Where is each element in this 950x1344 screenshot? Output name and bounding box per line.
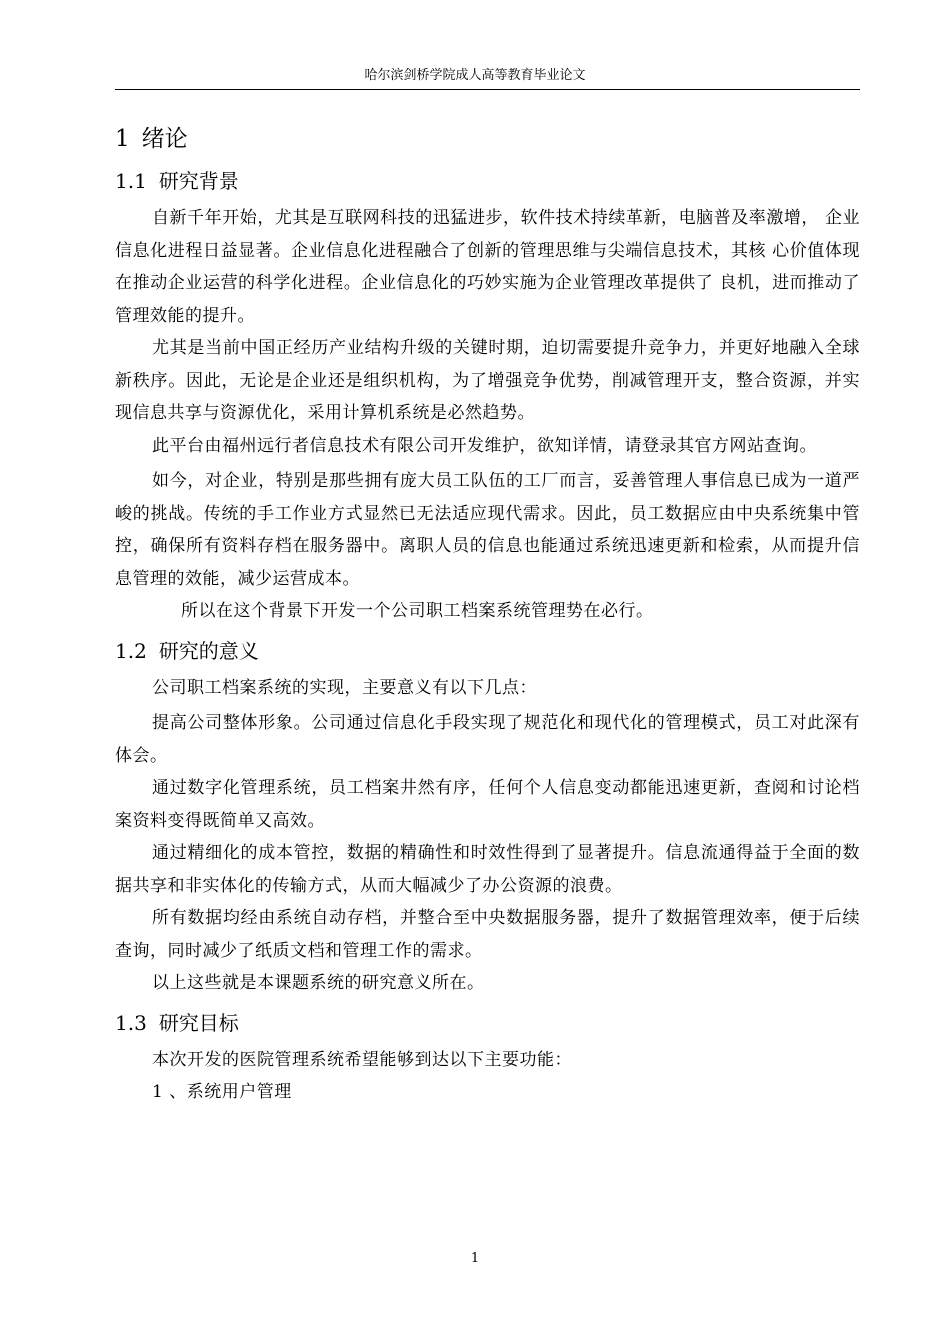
paragraph: 自新千年开始，尤其是互联网科技的迅猛进步，软件技术持续革新，电脑普及率激增， 企业信息化进程日益显著。企业信息化进程融合了创新的管理思维与尖端信息技术，其核 心价值体现在推动企业运营的科学化进程。企业信息化的巧妙实施为企业管理改革提供了 良机，进而推动了管理效能的提升。 xyxy=(115,208,860,326)
chapter-heading xyxy=(115,122,860,156)
paragraph: 通过数字化管理系统，员工档案井然有序，任何个人信息变动都能迅速更新，查阅和讨论档案资料变得既简单又高效。 xyxy=(115,778,860,831)
chapter-number: 1 xyxy=(115,126,130,152)
page-body xyxy=(115,122,860,1109)
running-header: 哈尔滨剑桥学院成人高等教育毕业论文 xyxy=(364,68,586,83)
section-number: 1.1 xyxy=(115,169,147,193)
section-heading xyxy=(115,1008,860,1038)
paragraph: 通过精细化的成本管控，数据的精确性和时效性得到了显著提升。信息流通得益于全面的数据共享和非实体化的传输方式，从而大幅减少了办公资源的浪费。 xyxy=(115,843,860,896)
paragraph: 以上这些就是本课题系统的研究意义所在。 xyxy=(152,973,485,993)
section-number: 1.3 xyxy=(115,1010,147,1035)
paragraph: 公司职工档案系统的实现，主要意义有以下几点： xyxy=(152,677,537,698)
section-number: 1.2 xyxy=(115,638,147,663)
section-title: 研究的意义 xyxy=(158,638,259,663)
paragraph: 尤其是当前中国正经历产业结构升级的关键时期，迫切需要提升竞争力，并更好地融入全球新秩序。因此，无论是企业还是组织机构，为了增强竞争优势，削减管理开支，整合资源，并实现信息共享与资源优化，采用计算机系统是必然趋势。 xyxy=(115,338,860,423)
paragraph: 提高公司整体形象。公司通过信息化手段实现了规范化和现代化的管理模式，员工对此深有体会。 xyxy=(115,713,860,766)
paragraph: 如今，对企业，特别是那些拥有庞大员工队伍的工厂而言，妥善管理人事信息已成为一道严峻的挑战。传统的手工作业方式显然已无法适应现代需求。因此，员工数据应由中央系统集中管控，确保所有资料存档在服务器中。离职人员的信息也能通过系统迅速更新和检索，从而提升信息管理的效能，减少运营成本。 xyxy=(115,471,860,589)
paragraph: 所以在这个背景下开发一个公司职工档案系统管理势在必行。 xyxy=(181,601,654,621)
paragraph: 本次开发的医院管理系统希望能够到达以下主要功能： xyxy=(152,1049,572,1070)
section-heading xyxy=(115,166,860,196)
paragraph: 此平台由福州远行者信息技术有限公司开发维护，欲知详情，请登录其官方网站查询。 xyxy=(152,435,817,456)
page-number: 1 xyxy=(470,1251,480,1266)
section-title: 研究目标 xyxy=(158,1010,239,1035)
list-item: 1 、系统用户管理 xyxy=(152,1082,292,1102)
header-divider xyxy=(115,89,860,90)
chapter-title: 绪论 xyxy=(141,126,188,152)
section-title: 研究背景 xyxy=(158,169,239,193)
paragraph: 所有数据均经由系统自动存档，并整合至中央数据服务器，提升了数据管理效率，便于后续查询，同时减少了纸质文档和管理工作的需求。 xyxy=(115,908,860,961)
section-heading xyxy=(115,636,860,666)
